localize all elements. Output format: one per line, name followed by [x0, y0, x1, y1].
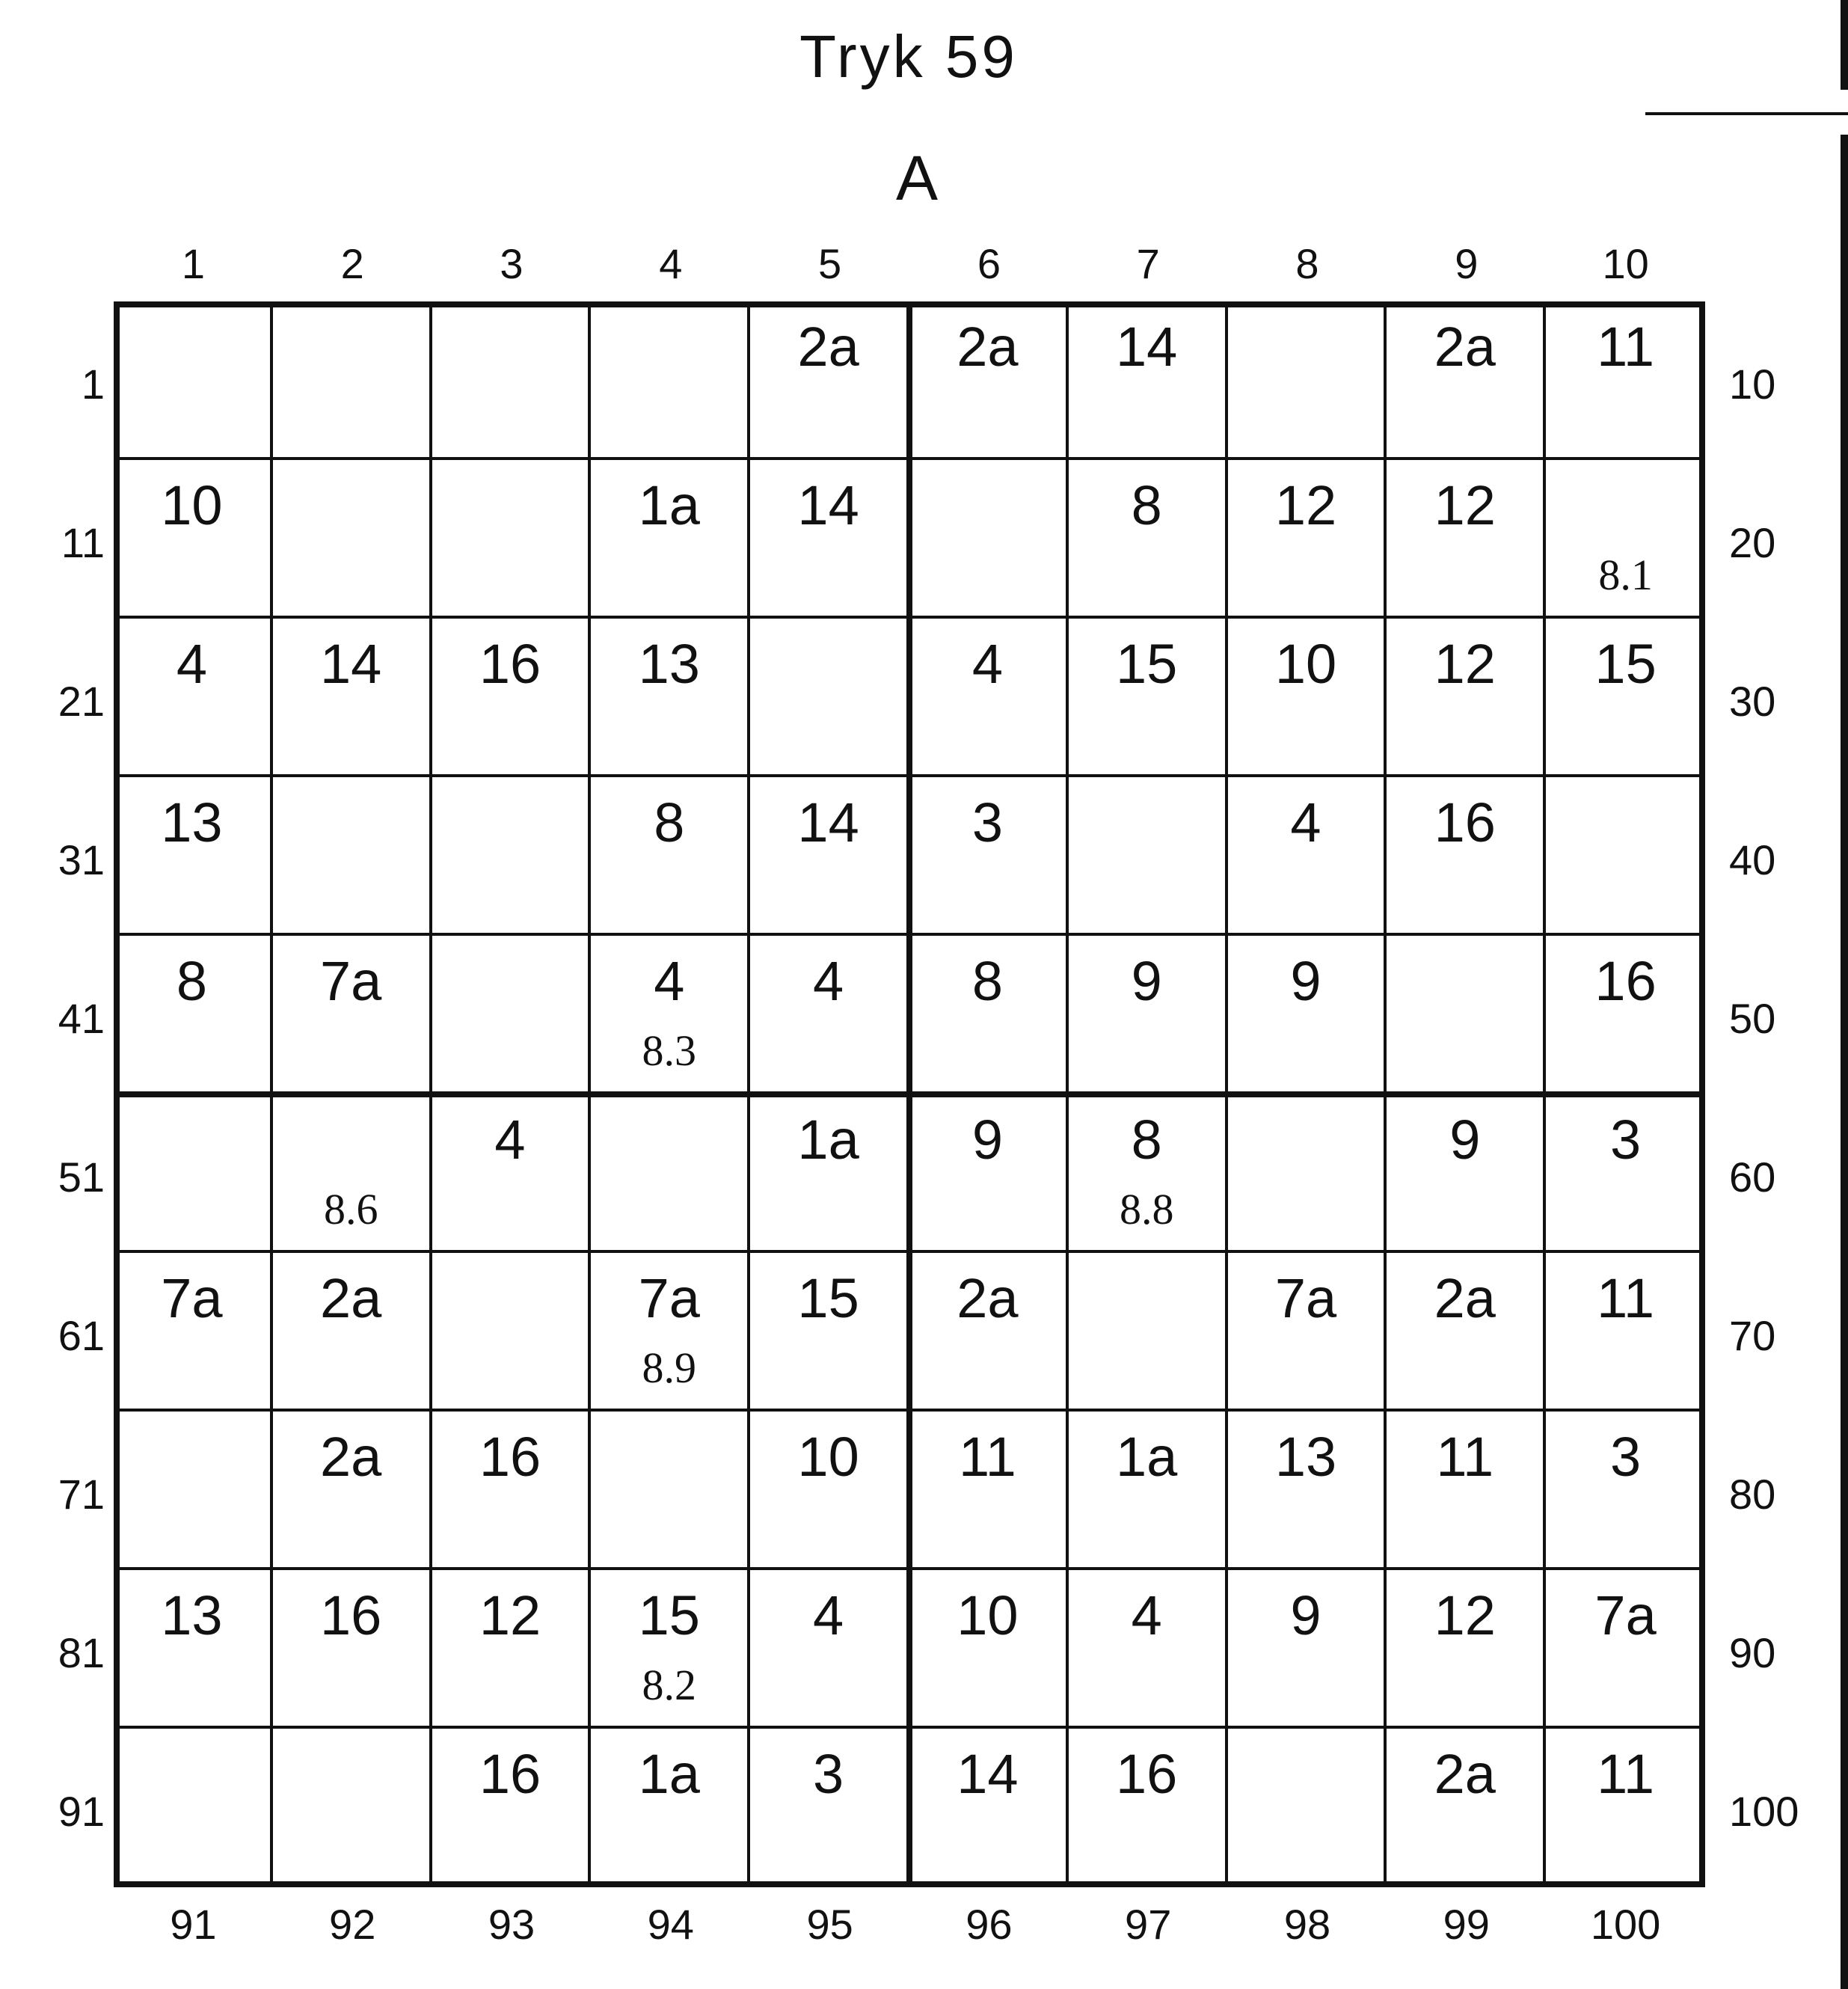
cell-value: 3: [1610, 1109, 1642, 1171]
grid-cell: [591, 301, 750, 460]
cell-value: 8: [176, 950, 207, 1012]
grid-cell: [114, 619, 273, 777]
grid-cell: [909, 301, 1069, 460]
grid-cell: [750, 460, 909, 619]
grid-divider-horizontal: [114, 1091, 1705, 1097]
grid-cell: [750, 1253, 909, 1412]
grid-cell: [1387, 1412, 1546, 1570]
cell-value: 3: [1610, 1426, 1642, 1488]
cell-value: 15: [1116, 633, 1178, 695]
cell-value: 16: [1594, 950, 1657, 1012]
row-number-right: 30: [1729, 678, 1776, 725]
cell-value: 2a: [1434, 1743, 1496, 1805]
cell-subvalue: 8.1: [1598, 551, 1653, 599]
grid-cell: [114, 1729, 273, 1887]
grid-cell: [1387, 1729, 1546, 1887]
col-number-top: 3: [500, 240, 524, 287]
col-number-bottom: 99: [1443, 1901, 1490, 1948]
grid-cell: [750, 1094, 909, 1253]
grid-cell: [591, 1094, 750, 1253]
col-number-top: 4: [659, 240, 683, 287]
grid-cell: [1546, 1729, 1705, 1887]
cell-value: 12: [479, 1584, 541, 1646]
grid-cell: [909, 460, 1069, 619]
grid-cell: [1546, 936, 1705, 1094]
col-number-top: 5: [818, 240, 842, 287]
grid-cell: [114, 301, 273, 460]
row-number-right: 90: [1729, 1629, 1776, 1676]
cell-value: 13: [161, 791, 223, 853]
grid-cell: [273, 460, 432, 619]
grid-cell: [1228, 1412, 1387, 1570]
grid-cell: [1546, 301, 1705, 460]
grid-cell: [750, 777, 909, 936]
cell-value: 9: [1131, 950, 1162, 1012]
col-number-top: 1: [181, 240, 205, 287]
cell-value: 7a: [161, 1267, 223, 1329]
grid-cell: [1228, 460, 1387, 619]
grid-cell: [1228, 1094, 1387, 1253]
grid-cell: [1228, 1570, 1387, 1729]
grid-cell: [114, 777, 273, 936]
grid-cell: [273, 301, 432, 460]
grid-cell: [1069, 619, 1228, 777]
col-number-bottom: 93: [488, 1901, 535, 1948]
cell-value: 14: [797, 474, 859, 536]
grid-cell: [1546, 1094, 1705, 1253]
cell-value: 9: [1449, 1109, 1481, 1171]
grid-cell: [432, 1094, 592, 1253]
cell-value: 4: [176, 633, 207, 695]
grid-cell: [432, 619, 592, 777]
cell-value: 16: [479, 633, 541, 695]
grid-cell: [750, 1412, 909, 1570]
grid-cell: [1546, 1570, 1705, 1729]
row-number-left: 61: [58, 1312, 105, 1359]
cell-value: 13: [161, 1584, 223, 1646]
cell-value: 11: [1436, 1426, 1494, 1488]
row-number-left: 81: [58, 1629, 105, 1676]
col-number-top: 9: [1455, 240, 1479, 287]
grid-cell: [114, 1570, 273, 1729]
grid-cell: [1546, 1253, 1705, 1412]
row-number-left: 11: [61, 519, 105, 566]
cell-value: 16: [479, 1426, 541, 1488]
grid-cell: [909, 1729, 1069, 1887]
grid-cell: [432, 1570, 592, 1729]
grid-cell: [750, 1729, 909, 1887]
grid-cell: [1387, 460, 1546, 619]
grid-cell: [1069, 777, 1228, 936]
cell-value: 2a: [957, 316, 1019, 378]
grid-cell: [1069, 1729, 1228, 1887]
grid-cell: [591, 1570, 750, 1729]
grid-cell: [1069, 301, 1228, 460]
cell-value: 7a: [1274, 1267, 1337, 1329]
right-edge-bar: [1841, 135, 1848, 1989]
cell-value: 15: [1594, 633, 1657, 695]
cell-value: 14: [320, 633, 382, 695]
grid-cell: [273, 1094, 432, 1253]
cell-value: 10: [1274, 633, 1337, 695]
col-number-bottom: 95: [806, 1901, 853, 1948]
grid-cell: [591, 777, 750, 936]
row-number-left: 51: [58, 1153, 105, 1201]
grid-cell: [1069, 1412, 1228, 1570]
cell-value: 4: [1131, 1584, 1162, 1646]
cell-value: 7a: [638, 1267, 700, 1329]
cell-value: 7a: [320, 950, 382, 1012]
grid-cell: [1069, 936, 1228, 1094]
col-number-bottom: 94: [647, 1901, 694, 1948]
cell-subvalue: 8.3: [642, 1026, 697, 1075]
grid-cell: [114, 460, 273, 619]
col-number-bottom: 98: [1283, 1901, 1331, 1948]
grid-cell: [273, 619, 432, 777]
grid-cell: [432, 1729, 592, 1887]
grid-cell: [1069, 1253, 1228, 1412]
grid-cell: [750, 936, 909, 1094]
row-number-right: 100: [1729, 1788, 1799, 1835]
row-number-left: 21: [58, 678, 105, 725]
cell-value: 4: [494, 1109, 526, 1171]
cell-value: 9: [1290, 1584, 1321, 1646]
grid-cell: [1546, 619, 1705, 777]
cell-value: 1a: [797, 1109, 859, 1171]
grid-cell: [909, 1570, 1069, 1729]
grid-cell: [909, 619, 1069, 777]
grid-cell: [273, 1412, 432, 1570]
scan-dash-mark: [1645, 112, 1848, 115]
grid-cell: [1228, 619, 1387, 777]
grid-cell: [114, 1094, 273, 1253]
cell-value: 1a: [1116, 1426, 1178, 1488]
cell-value: 16: [479, 1743, 541, 1805]
col-number-bottom: 91: [170, 1901, 217, 1948]
grid-cell: [1228, 936, 1387, 1094]
grid-cell: [432, 777, 592, 936]
cell-value: 11: [958, 1426, 1016, 1488]
grid-cell: [273, 1570, 432, 1729]
row-number-right: 20: [1729, 519, 1776, 566]
col-number-bottom: 96: [966, 1901, 1013, 1948]
grid-cell: [591, 936, 750, 1094]
cell-subvalue: 8.9: [642, 1343, 697, 1392]
grid-cell: [591, 619, 750, 777]
row-number-right: 70: [1729, 1312, 1776, 1359]
grid-cell: [432, 1412, 592, 1570]
grid-cell: [114, 1412, 273, 1570]
grid-cell: [1387, 619, 1546, 777]
grid-cell: [750, 619, 909, 777]
grid-cell: [591, 1729, 750, 1887]
grid-cell: [750, 301, 909, 460]
row-number-left: 71: [58, 1471, 105, 1518]
grid-cell: [1387, 301, 1546, 460]
cell-value: 2a: [957, 1267, 1019, 1329]
cell-value: 14: [1116, 316, 1178, 378]
cell-value: 11: [1597, 316, 1654, 378]
cell-value: 3: [813, 1743, 844, 1805]
cell-value: 9: [1290, 950, 1321, 1012]
row-number-right: 60: [1729, 1153, 1776, 1201]
cell-value: 8: [1131, 1109, 1162, 1171]
grid-cell: [1546, 1412, 1705, 1570]
grid-cell: [591, 1412, 750, 1570]
cell-value: 12: [1434, 1584, 1496, 1646]
cell-value: 2a: [320, 1426, 382, 1488]
grid-cell: [909, 777, 1069, 936]
row-number-left: 41: [58, 995, 105, 1042]
col-number-top: 8: [1295, 240, 1319, 287]
col-number-top: 10: [1602, 240, 1649, 287]
col-number-bottom: 92: [329, 1901, 376, 1948]
grid-cell: [432, 460, 592, 619]
grid-cell: [1546, 777, 1705, 936]
cell-subvalue: 8.2: [642, 1661, 697, 1709]
grid-cell: [432, 301, 592, 460]
row-number-left: 1: [81, 361, 105, 408]
cell-value: 16: [320, 1584, 382, 1646]
grid-cell: [909, 1094, 1069, 1253]
cell-value: 14: [797, 791, 859, 853]
grid-cell: [909, 936, 1069, 1094]
cell-value: 14: [957, 1743, 1019, 1805]
cell-value: 12: [1434, 633, 1496, 695]
row-number-right: 50: [1729, 995, 1776, 1042]
grid-cell: [1069, 1570, 1228, 1729]
page-title: Tryk 59: [799, 23, 1018, 90]
cell-value: 4: [971, 633, 1003, 695]
grid-subtitle: A: [895, 143, 939, 213]
col-number-top: 2: [340, 240, 364, 287]
grid-cell: [432, 1253, 592, 1412]
row-number-right: 10: [1729, 361, 1776, 408]
col-number-bottom: 97: [1125, 1901, 1172, 1948]
grid-cell: [273, 1253, 432, 1412]
row-number-left: 91: [58, 1788, 105, 1835]
cell-value: 10: [161, 474, 223, 536]
grid-cell: [1387, 1570, 1546, 1729]
row-number-right: 40: [1729, 836, 1776, 883]
grid-cell: [273, 936, 432, 1094]
grid-cell: [273, 777, 432, 936]
grid-cell: [750, 1570, 909, 1729]
cell-value: 2a: [1434, 316, 1496, 378]
grid-cell: [114, 936, 273, 1094]
grid-cell: [273, 1729, 432, 1887]
cell-value: 11: [1597, 1743, 1654, 1805]
grid-cell: [1546, 460, 1705, 619]
cell-value: 2a: [1434, 1267, 1496, 1329]
cell-value: 10: [797, 1426, 859, 1488]
grid-cell: [1387, 1253, 1546, 1412]
cell-value: 16: [1434, 791, 1496, 853]
grid-cell: [1387, 777, 1546, 936]
cell-value: 2a: [320, 1267, 382, 1329]
grid-cell: [591, 460, 750, 619]
cell-value: 8: [1131, 474, 1162, 536]
row-number-left: 31: [58, 836, 105, 883]
col-number-bottom: 100: [1590, 1901, 1661, 1948]
cell-value: 1a: [638, 1743, 700, 1805]
grid-cell: [1228, 777, 1387, 936]
grid-cell: [1069, 460, 1228, 619]
cell-value: 15: [797, 1267, 859, 1329]
cell-value: 8: [971, 950, 1003, 1012]
cell-value: 13: [638, 633, 700, 695]
cell-subvalue: 8.6: [323, 1185, 378, 1233]
grid-cell: [114, 1253, 273, 1412]
cell-value: 16: [1116, 1743, 1178, 1805]
grid-cell: [1069, 1094, 1228, 1253]
grid-cell: [591, 1253, 750, 1412]
grid-cell: [909, 1253, 1069, 1412]
cell-value: 4: [1290, 791, 1321, 853]
cell-value: 13: [1274, 1426, 1337, 1488]
cell-value: 7a: [1594, 1584, 1657, 1646]
grid-cell: [1228, 1729, 1387, 1887]
cell-value: 10: [957, 1584, 1019, 1646]
cell-value: 2a: [797, 316, 859, 378]
grid-cell: [432, 936, 592, 1094]
cell-value: 3: [971, 791, 1003, 853]
cell-value: 11: [1597, 1267, 1654, 1329]
grid-cell: [909, 1412, 1069, 1570]
grid-cell: [1228, 301, 1387, 460]
cell-value: 15: [638, 1584, 700, 1646]
cell-value: 4: [654, 950, 685, 1012]
cell-value: 9: [971, 1109, 1003, 1171]
cell-value: 12: [1274, 474, 1337, 536]
cell-subvalue: 8.8: [1119, 1185, 1174, 1233]
row-number-right: 80: [1729, 1471, 1776, 1518]
cell-value: 8: [654, 791, 685, 853]
grid-cell: [1387, 1094, 1546, 1253]
right-edge-bar: [1841, 0, 1848, 90]
cell-value: 4: [813, 1584, 844, 1646]
col-number-top: 7: [1136, 240, 1160, 287]
cell-value: 1a: [638, 474, 700, 536]
cell-value: 4: [813, 950, 844, 1012]
cell-value: 12: [1434, 474, 1496, 536]
grid-cell: [1228, 1253, 1387, 1412]
grid-cell: [1387, 936, 1546, 1094]
col-number-top: 6: [977, 240, 1001, 287]
